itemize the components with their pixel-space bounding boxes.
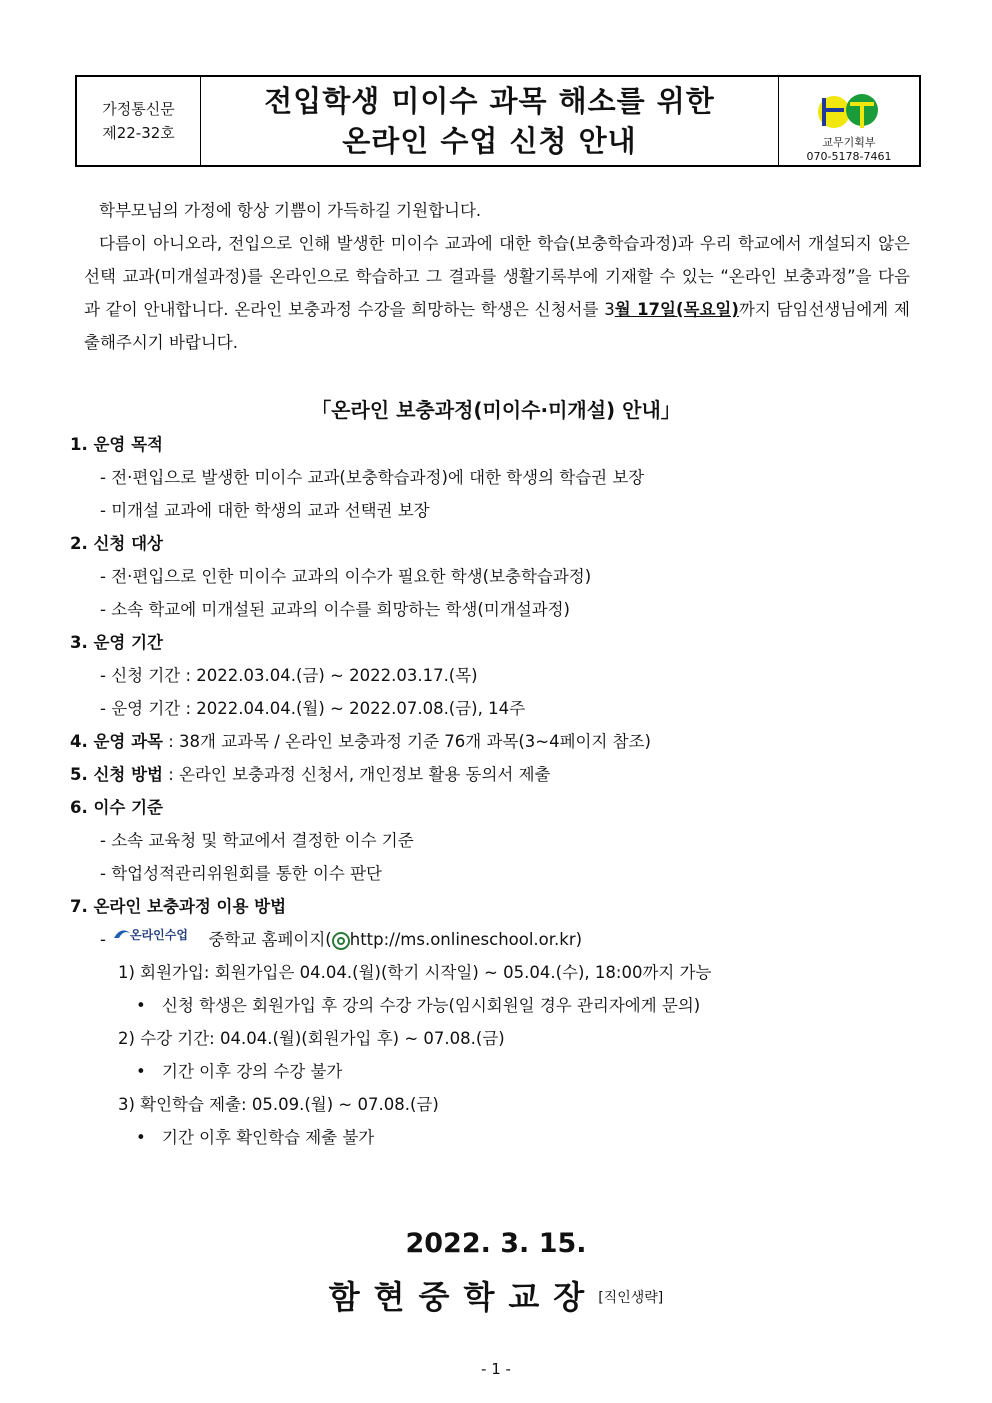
heading-criteria: 6. 이수 기준 [70,798,163,817]
bullet-icon: • [136,996,146,1015]
deadline-highlight: 월 17일(목요일) [614,300,739,319]
bullet-text: 신청 학생은 회원가입 후 강의 수강 가능(임시회원일 경우 관리자에게 문의) [162,996,701,1015]
bullet-text: 기간 이후 강의 수강 불가 [162,1062,343,1081]
section-title: 「온라인 보충과정(미이수·미개설) 안내」 [311,398,681,422]
web-globe-icon [332,932,350,950]
item-subjects [70,725,920,758]
list-item: - 소속 교육청 및 학교에서 결정한 이수 기준 [100,831,414,850]
intro-greeting: 학부모님의 가정에 항상 기쁨이 가득하길 기원합니다. [99,201,482,220]
list-item: - 학업성적관리위원회를 통한 이수 판단 [100,864,382,883]
online-school-logo [111,924,197,957]
online-school-logo-icon [111,924,197,946]
list-item: - 전·편입으로 발생한 미이수 교과(보충학습과정)에 대한 학생의 학습권 보장 [100,468,645,487]
dash: - [100,930,106,949]
seal-note: [직인생략] [598,1290,664,1306]
header-box [75,75,921,167]
intro-body [84,227,910,359]
page-number: - 1 - [481,1360,511,1378]
heading-target: 2. 신청 대상 [70,534,163,553]
site-link-row [70,923,920,956]
bullet-item [70,1055,920,1088]
signature-text: 함현중학교장 [328,1278,599,1316]
bullet-item [70,989,920,1022]
heading-period: 3. 운영 기간 [70,633,163,652]
item-method [70,758,920,791]
heading-subjects: 4. 운영 과목 [70,732,163,751]
department-name: 교무기획부 [822,136,876,149]
page-title [201,77,778,165]
list-item: - 소속 학교에 미개설된 교과의 이수를 희망하는 학생(미개설과정) [100,600,570,619]
issue-date: 2022. 3. 15. [405,1228,587,1259]
school-logo-icon [814,88,884,134]
site-url[interactable]: http://ms.onlineschool.or.kr) [349,930,583,949]
list-item: - 신청 기간 : 2022.03.04.(금) ~ 2022.03.17.(목) [100,666,478,685]
heading-purpose: 1. 운영 목적 [70,435,163,454]
header-document-id [77,77,201,165]
header-department [778,77,919,165]
list-item: - 미개설 교과에 대한 학생의 교과 선택권 보장 [100,501,430,520]
subjects-text: : 38개 교과목 / 온라인 보충과정 기준 76개 과목(3~4페이지 참조) [163,732,651,751]
intro-body-end: 까지 담임선생님에게 제출해주시기 바랍니다. [84,300,910,352]
step-signup: 1) 회원가입: 회원가입은 04.04.(월)(학기 시작일) ~ 05.04.(수), 18:00까지 가능 [118,963,712,982]
document-category: 가정통신문 [102,100,175,118]
heading-usage: 7. 온라인 보충과정 이용 방법 [70,897,287,916]
step-review: 3) 확인학습 제출: 05.09.(월) ~ 07.08.(금) [118,1095,439,1114]
heading-method: 5. 신청 방법 [70,765,163,784]
intro-text [84,194,910,359]
bullet-text: 기간 이후 확인학습 제출 불가 [162,1128,375,1147]
bullet-item [70,1121,920,1154]
bullet-icon: • [136,1062,146,1081]
logo-text: 온라인수업 [130,928,189,942]
department-phone: 070-5178-7461 [806,150,892,163]
document-number: 제22-32호 [102,124,175,142]
list-item: - 전·편입으로 인한 미이수 교과의 이수가 필요한 학생(보충학습과정) [100,567,592,586]
site-label: 중학교 홈페이지( [208,930,332,949]
list-item: - 운영 기간 : 2022.04.04.(월) ~ 2022.07.08.(금), 14주 [100,699,526,718]
intro-body-text: 다름이 아니오라, 전입으로 인해 발생한 미이수 교과에 대한 학습(보충학습과정)과 우리 학교에서 개설되지 않은 선택 교과(미개설과정)를 온라인으로 학습하고 그 결과를 생활기록부에 기재할 수 있는 “온라인 보충과정”을 다음과 같이 안내합니다. 온라인 보충과정 수강을 희망하는 학생은 신청서를 3 [84,234,910,319]
guide-list [70,428,920,1154]
title-line-2: 온라인 수업 신청 안내 [342,124,637,158]
title-line-1: 전입학생 미이수 과목 해소를 위한 [264,84,715,118]
method-text: : 온라인 보충과정 신청서, 개인정보 활용 동의서 제출 [163,765,551,784]
step-course-period: 2) 수강 기간: 04.04.(월)(회원가입 후) ~ 07.08.(금) [118,1029,505,1048]
bullet-icon: • [136,1128,146,1147]
principal-signature [0,1272,992,1318]
